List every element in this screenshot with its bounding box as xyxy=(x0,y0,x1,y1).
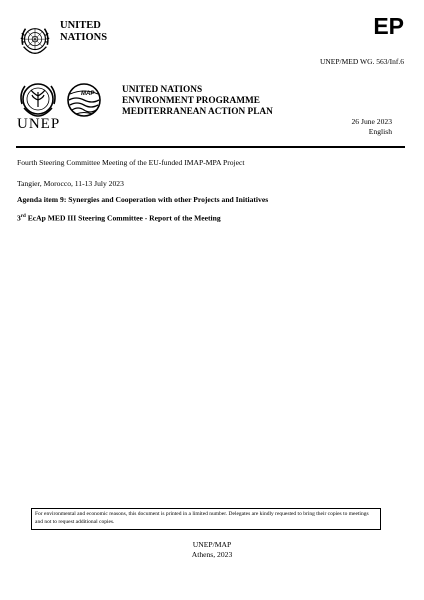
date-language xyxy=(352,117,393,137)
agenda-item: Agenda item 9: Synergies and Cooperation with other Projects and Initiatives xyxy=(17,195,269,204)
un-name-line2: NATIONS xyxy=(60,32,108,43)
org-line3: MEDITERRANEAN ACTION PLAN xyxy=(122,107,273,117)
report-title-text: EcAp MED III Steering Committee - Report of the Meeting xyxy=(25,213,221,223)
un-name-line1: UNITED xyxy=(60,20,101,31)
notice-box xyxy=(31,508,381,530)
un-emblem-icon xyxy=(16,22,54,60)
report-title-ordinal: rd xyxy=(20,214,26,219)
meeting-location: Tangier, Morocco, 11-13 July 2023 xyxy=(17,179,124,188)
footer-place-year: Athens, 2023 xyxy=(191,550,233,559)
footer-publisher: UNEP/MAP xyxy=(192,540,232,549)
org-line1: UNITED NATIONS xyxy=(122,85,203,95)
document-language: English xyxy=(368,127,392,136)
org-line2: ENVIRONMENT PROGRAMME xyxy=(122,96,260,106)
organization-name xyxy=(122,85,273,118)
header-divider xyxy=(16,146,405,148)
map-logo-icon xyxy=(62,80,106,120)
unep-logo-icon xyxy=(16,80,60,120)
document-code: EP xyxy=(373,13,404,39)
meeting-title: Fourth Steering Committee Meeting of the EU-funded IMAP-MPA Project xyxy=(17,158,245,167)
unep-wordmark: UNEP xyxy=(17,116,61,132)
document-date: 26 June 2023 xyxy=(351,117,392,126)
report-title-number: 3 xyxy=(17,213,21,223)
map-logo-text: MAP xyxy=(81,91,95,97)
document-symbol: UNEP/MED WG. 563/Inf.6 xyxy=(319,57,404,66)
un-name xyxy=(60,20,107,44)
notice-text: For environmental and economic reasons, this document is printed in a limited number. Delegates are kindly requested to bring their copies to meetings and not to request additional copies. xyxy=(35,511,369,525)
report-title xyxy=(17,212,221,224)
